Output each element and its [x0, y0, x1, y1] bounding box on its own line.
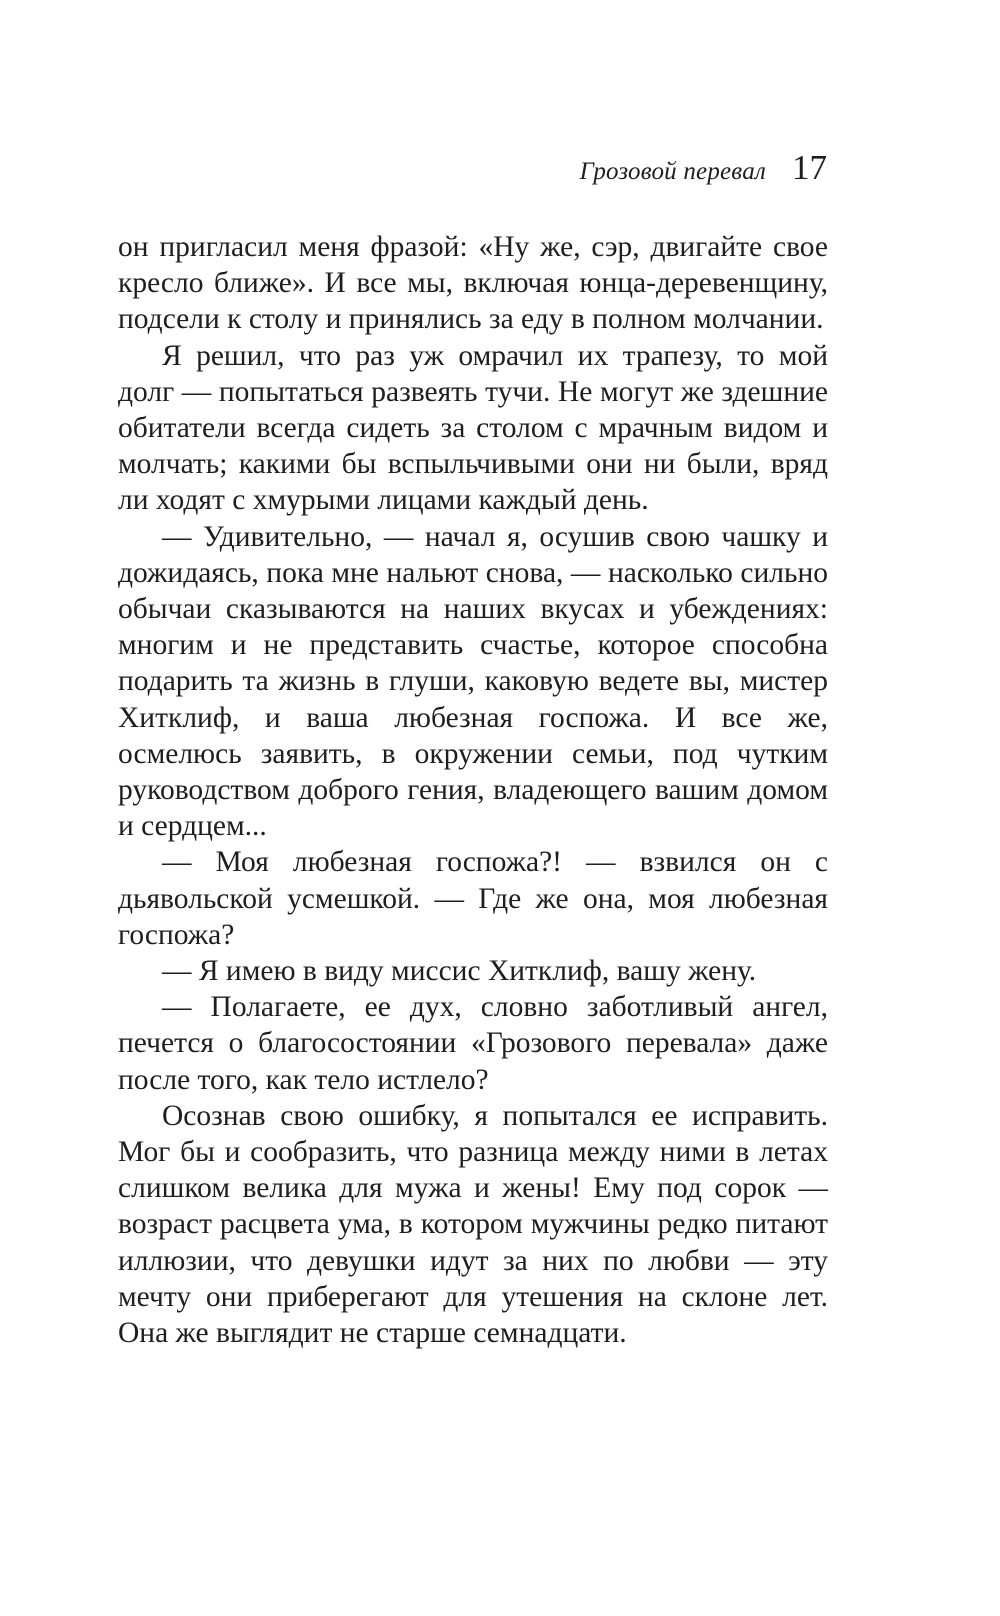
- paragraph: он пригласил меня фразой: «Ну же, сэр, двигайте свое кресло ближе». И все мы, включая юнца-деревенщину, подсели к столу и принялись за еду в полном молчании.: [118, 231, 828, 336]
- paragraph: Осознав свою ошибку, я попытался ее исправить. Мог бы и сообразить, что разница между ними в летах слишком велика для мужа и жены! Ему под сорок — возраст расцвета ума, в котором мужчины редко питают иллюзии, что девушки идут за них по любви — эту мечту они приберегают для утешения на склоне лет. Она же выглядит не старше семнадцати.: [118, 1099, 828, 1350]
- running-title: Грозовой перевал: [579, 158, 766, 185]
- paragraph: — Моя любезная госпожа?! — взвился он с дьявольской усмешкой. — Где же она, моя любезная госпожа?: [118, 846, 828, 951]
- paragraph: Я решил, что раз уж омрачил их трапезу, то мой долг — попытаться развеять тучи. Не могут же здешние обитатели всегда сидеть за столом с мрачным видом и молчать; какими бы вспыльчивыми они ни были, вряд ли ходят с хмурыми лицами каждый день.: [118, 339, 828, 517]
- paragraph: — Полагаете, ее дух, словно заботливый ангел, печется о благосостоянии «Грозового перевала» даже после того, как тело истлело?: [118, 991, 828, 1096]
- running-header: [580, 148, 827, 188]
- body-text: [118, 229, 828, 1351]
- paragraph: — Я имею в виду миссис Хитклиф, вашу жену.: [162, 955, 757, 988]
- paragraph: — Удивительно, — начал я, осушив свою чашку и дожидаясь, пока мне нальют снова, — насколько сильно обычаи сказываются на наших вкусах и убеждениях: многим и не представить счастье, которое способна подарить та жизнь в глуши, каковую ведете вы, мистер Хитклиф, и ваша любезная госпожа. И все же, осмелюсь заявить, в окружении семьи, под чутким руководством доброго гения, владеющего вашим домом и сердцем...: [118, 520, 828, 843]
- page-number: 17: [792, 148, 827, 187]
